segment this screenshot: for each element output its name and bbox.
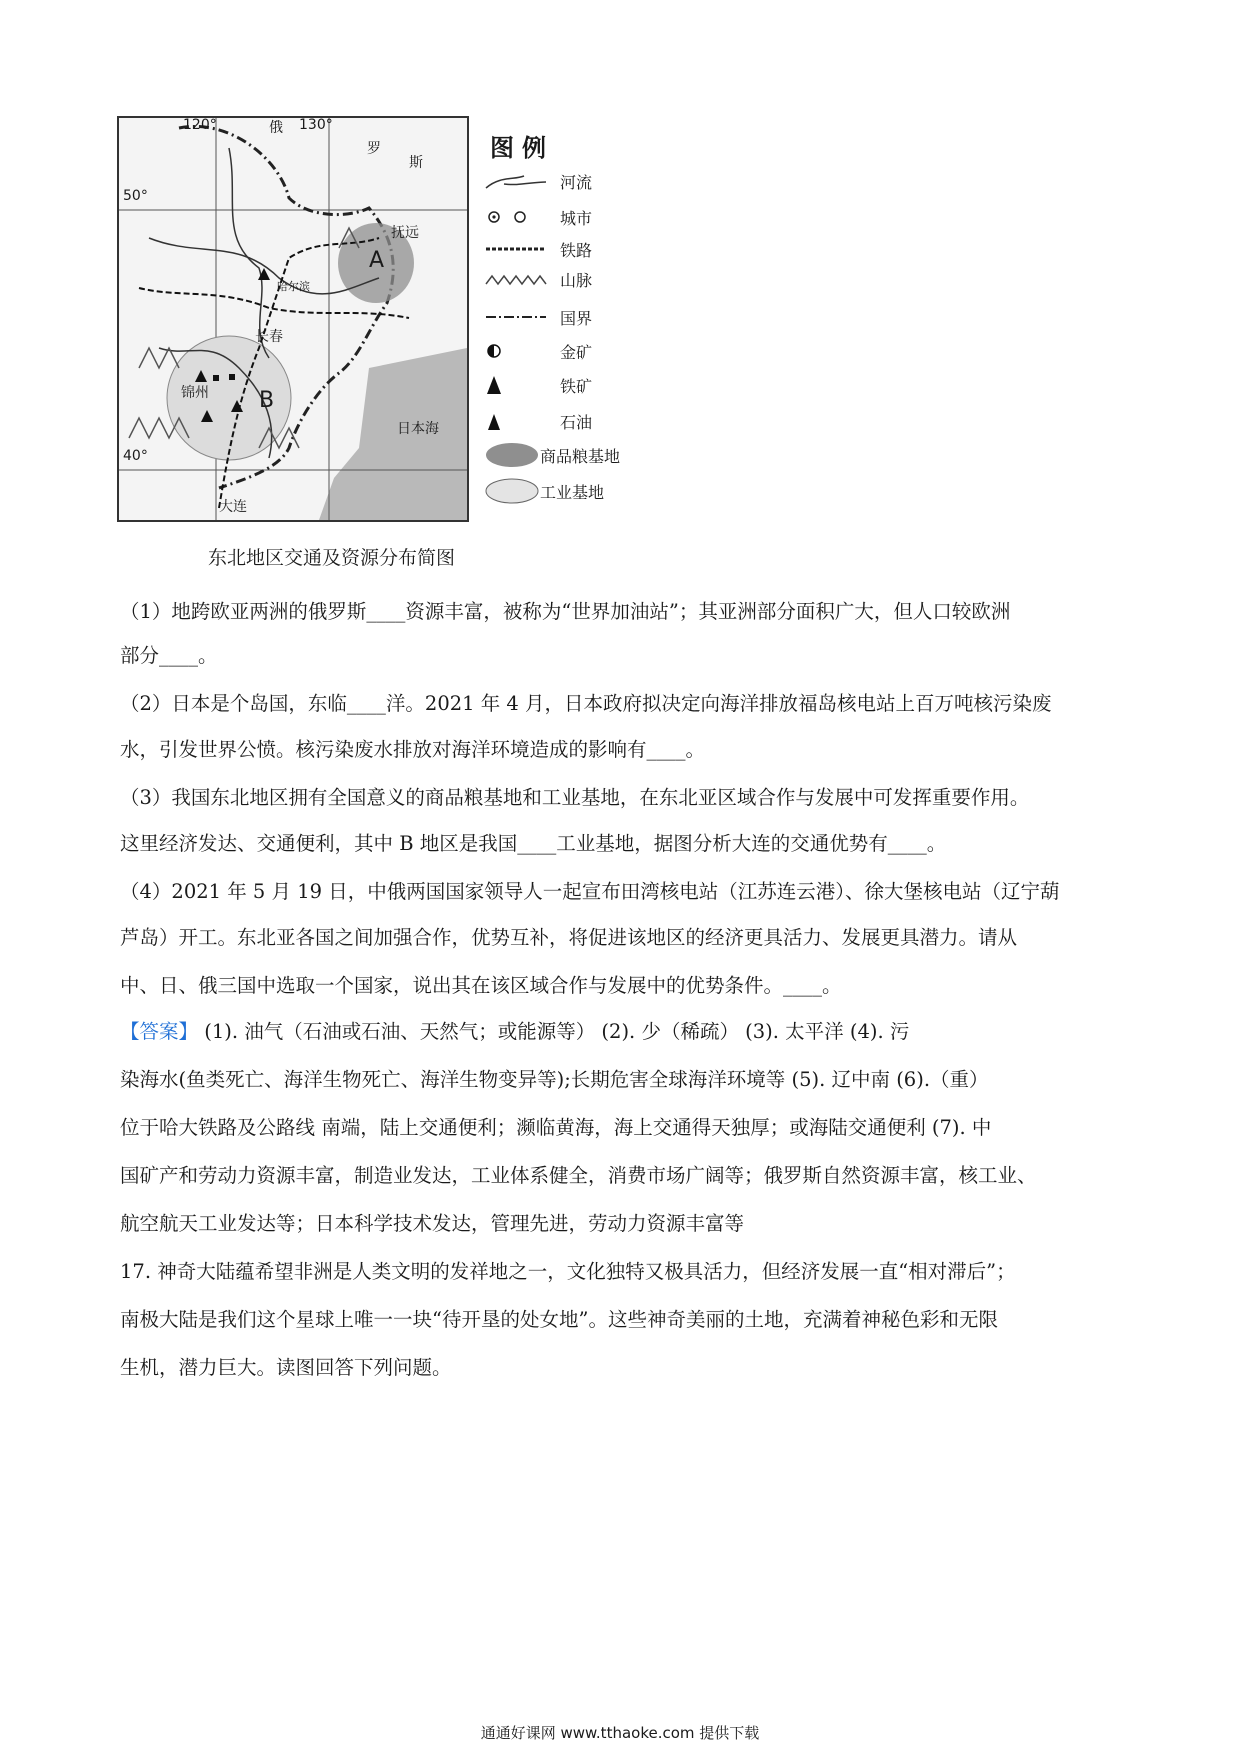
question-17-line-1: 17. 神奇大陆蕴希望非洲是人类文明的发祥地之一，文化独特又极具活力，但经济发展一直“相对滞后”； xyxy=(120,1260,1016,1283)
sea-area xyxy=(319,348,467,520)
question-1-line-2: 部分____。 xyxy=(120,644,218,667)
legend-item-grain-base xyxy=(484,440,634,470)
legend-item-industrial-base xyxy=(484,476,634,506)
legend-label: 商品粮基地 xyxy=(540,447,621,466)
question-1-line-1: （1）地跨欧亚两洲的俄罗斯____资源丰富，被称为“世界加油站”；其亚洲部分面积广大，但人口较欧洲 xyxy=(120,600,1011,623)
legend-item-gold-mine xyxy=(484,336,634,366)
industrial-base-icon xyxy=(484,476,548,506)
river-icon xyxy=(484,166,548,196)
legend-label: 国界 xyxy=(560,309,593,328)
legend-label: 金矿 xyxy=(560,343,593,362)
legend-item-mountain xyxy=(484,264,634,294)
legend-item-oil xyxy=(484,406,634,436)
longitude-label-120: 120° xyxy=(183,117,217,133)
legend-item-railway xyxy=(484,234,634,264)
legend-label: 铁矿 xyxy=(560,377,593,396)
question-3-line-2: 这里经济发达、交通便利，其中 B 地区是我国____工业基地，据图分析大连的交通优势有____。 xyxy=(120,832,947,855)
answer-line-2: 染海水(鱼类死亡、海洋生物死亡、海洋生物变异等);长期危害全球海洋环境等 (5). 辽中南 (6).（重） xyxy=(120,1068,989,1091)
city-label-dalian: 大连 xyxy=(219,499,247,515)
legend-label: 石油 xyxy=(560,413,593,432)
latitude-label-40: 40° xyxy=(123,448,148,464)
answer-label: 【答案】 xyxy=(120,1020,199,1043)
legend-label: 城市 xyxy=(560,209,593,228)
russia-label-3: 斯 xyxy=(409,155,423,171)
city-label-changchun: 长春 xyxy=(255,329,283,345)
city-icon xyxy=(229,374,235,380)
legend-item-river xyxy=(484,166,634,196)
page-footer: 通通好课网 www.tthaoke.com 提供下载 xyxy=(480,1724,760,1742)
question-4-line-2: 芦岛）开工。东北亚各国之间加强合作，优势互补，将促进该地区的经济更具活力、发展更具潜力。请从 xyxy=(120,926,1018,949)
latitude-label-50: 50° xyxy=(123,188,148,204)
answer-line-3: 位于哈大铁路及公路线 南端，陆上交通便利；濒临黄海，海上交通得天独厚；或海陆交通便利 (7). 中 xyxy=(120,1116,992,1139)
answer-text-1: (1). 油气（石油或石油、天然气；或能源等） (2). 少（稀疏） (3). 太平洋 (4). 污 xyxy=(198,1020,910,1043)
legend-label: 河流 xyxy=(560,173,593,192)
legend-item-border xyxy=(484,302,634,332)
question-4-line-1: （4）2021 年 5 月 19 日，中俄两国国家领导人一起宣布田湾核电站（江苏连云港）、徐大堡核电站（辽宁葫 xyxy=(120,880,1060,903)
legend-label: 铁路 xyxy=(560,241,593,260)
iron-mine-icon xyxy=(484,370,548,400)
japan-sea-label: 日本海 xyxy=(397,421,439,437)
city-label-fuyuan: 抚远 xyxy=(391,225,419,241)
longitude-label-130: 130° xyxy=(299,117,333,133)
answer-line-5: 航空航天工业发达等；日本科学技术发达，管理先进，劳动力资源丰富等 xyxy=(120,1212,745,1235)
oil-icon xyxy=(484,406,548,436)
answer-line-4: 国矿产和劳动力资源丰富，制造业发达，工业体系健全，消费市场广阔等；俄罗斯自然资源丰富，核工业、 xyxy=(120,1164,1037,1187)
city-icon xyxy=(213,375,219,381)
railway-icon xyxy=(484,234,548,264)
question-4-line-3: 中、日、俄三国中选取一个国家，说出其在该区域合作与发展中的优势条件。____。 xyxy=(120,974,842,997)
city-label-harbin: 哈尔滨 xyxy=(277,280,310,293)
legend-label: 山脉 xyxy=(560,271,593,290)
northeast-china-map xyxy=(117,116,469,522)
answer-line-1 xyxy=(120,1010,1130,1054)
region-a-label: A xyxy=(369,248,385,273)
legend-item-city xyxy=(484,202,634,232)
grain-base-icon xyxy=(484,440,548,470)
border-icon xyxy=(484,302,548,332)
figure-caption: 东北地区交通及资源分布简图 xyxy=(208,547,456,569)
gold-mine-icon xyxy=(484,336,548,366)
legend-item-iron-mine xyxy=(484,370,634,400)
question-17-line-2: 南极大陆是我们这个星球上唯一一块“待开垦的处女地”。这些神奇美丽的土地，充满着神秘色彩和无限 xyxy=(120,1308,998,1331)
russia-label-2: 罗 xyxy=(367,141,381,157)
question-2-line-2: 水，引发世界公愤。核污染废水排放对海洋环境造成的影响有____。 xyxy=(120,738,706,761)
city-label-jinzhou: 锦州 xyxy=(181,385,209,401)
question-3-line-1: （3）我国东北地区拥有全国意义的商品粮基地和工业基地，在东北亚区域合作与发展中可发挥重要作用。 xyxy=(120,786,1030,809)
city-icon xyxy=(484,202,548,232)
mountain-icon xyxy=(484,264,548,294)
question-17-line-3: 生机，潜力巨大。读图回答下列问题。 xyxy=(120,1356,452,1379)
map-legend xyxy=(484,124,634,524)
map-drawing xyxy=(119,118,467,520)
russia-label-1: 俄 xyxy=(269,120,283,136)
legend-title: 图例 xyxy=(490,134,554,162)
question-2-line-1: （2）日本是个岛国，东临____洋。2021 年 4 月，日本政府拟决定向海洋排放福岛核电站上百万吨核污染废 xyxy=(120,692,1052,715)
region-b-label: B xyxy=(259,388,275,413)
legend-label: 工业基地 xyxy=(540,483,605,502)
